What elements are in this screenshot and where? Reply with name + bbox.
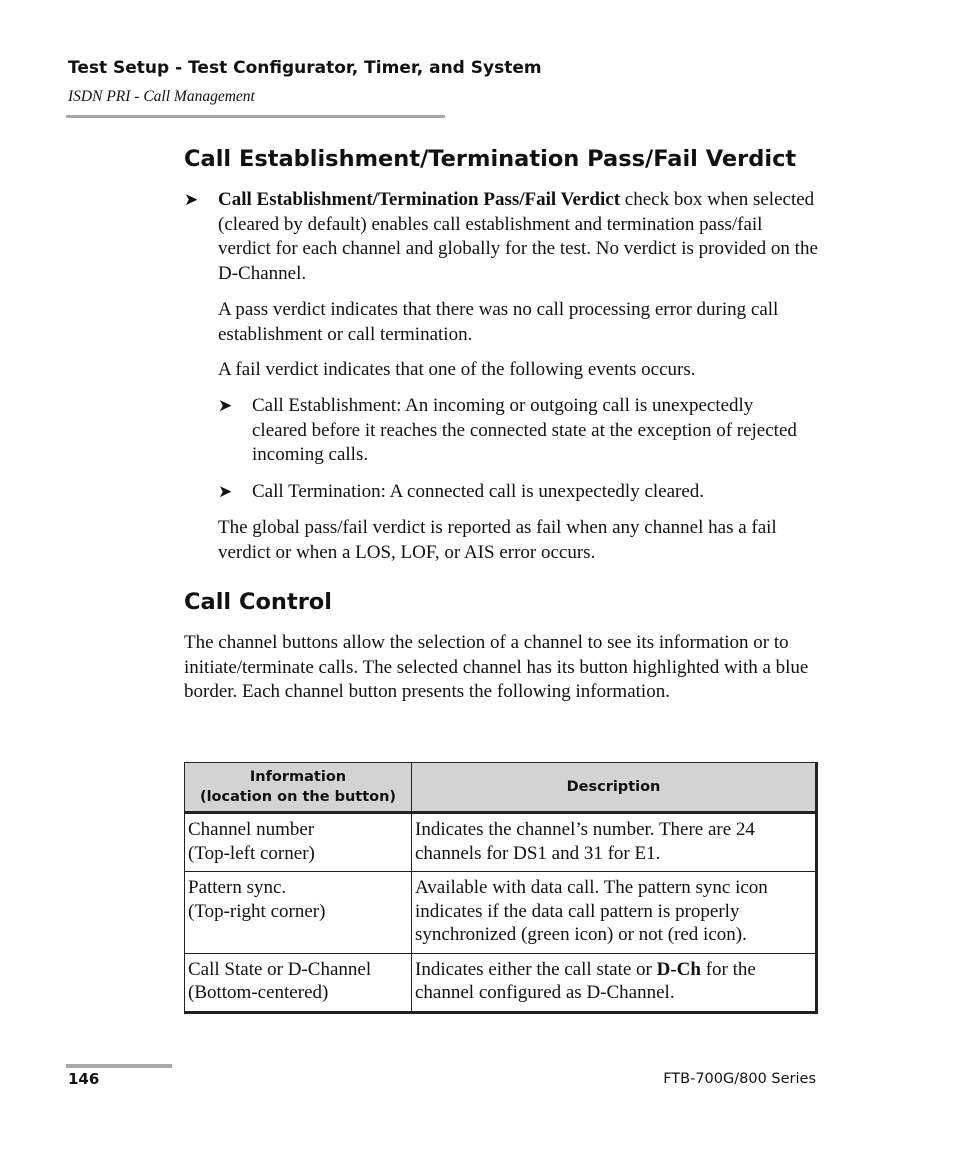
table-cell-information: Pattern sync. (Top-right corner)	[185, 872, 412, 954]
verdict-bullet-paragraph	[218, 188, 818, 286]
fail-verdict-paragraph: A fail verdict indicates that one of the following events occurs.	[218, 359, 696, 380]
table-cell-description: Available with data call. The pattern sync icon indicates if the data call pattern is properly synchronized (green icon) or not (red icon).	[412, 872, 817, 954]
table-cell-information: Call State or D-Channel (Bottom-centered)	[185, 953, 412, 1012]
header-rule	[66, 115, 445, 118]
table-row	[185, 813, 817, 872]
bullet-arrow-icon: ➤	[184, 190, 199, 209]
bullet-arrow-icon: ➤	[218, 396, 233, 415]
table-row	[185, 953, 817, 1012]
running-header-subtitle: ISDN PRI - Call Management	[68, 88, 255, 105]
table-header-row	[185, 763, 817, 813]
table-cell-information: Channel number (Top-left corner)	[185, 813, 412, 872]
footer-rule	[66, 1064, 172, 1068]
product-series: FTB-700G/800 Series	[663, 1071, 816, 1087]
page-number: 146	[68, 1070, 100, 1088]
call-termination-bullet: Call Termination: A connected call is unexpectedly cleared.	[252, 481, 705, 502]
call-control-intro: The channel buttons allow the selection of a channel to see its information or to initiate/terminate calls. The selected channel has its button highlighted with a blue border. Each channel button presents the following information.	[184, 632, 809, 703]
verdict-bullet-bold: Call Establishment/Termination Pass/Fail Verdict	[218, 189, 621, 210]
call-control-heading: Call Control	[184, 589, 332, 615]
verdict-section-heading: Call Establishment/Termination Pass/Fail Verdict	[184, 146, 797, 172]
channel-button-info-table	[184, 762, 818, 1014]
table-row	[185, 872, 817, 954]
call-establishment-bullet: Call Establishment: An incoming or outgoing call is unexpectedly cleared before it reaches the connected state at the exception of rejected incoming calls.	[252, 395, 797, 466]
pass-verdict-paragraph: A pass verdict indicates that there was no call processing error during call establishment or call termination.	[218, 299, 779, 345]
table-header-description: Description	[412, 763, 817, 813]
table-cell-description: Indicates either the call state or D-Ch for the channel configured as D-Channel.	[412, 953, 817, 1012]
table-cell-description: Indicates the channel’s number. There are 24 channels for DS1 and 31 for E1.	[412, 813, 817, 872]
table-header-information: Information (location on the button)	[185, 763, 412, 813]
bullet-arrow-icon: ➤	[218, 482, 233, 501]
global-verdict-paragraph: The global pass/fail verdict is reported as fail when any channel has a fail verdict or when a LOS, LOF, or AIS error occurs.	[218, 517, 777, 563]
verdict-bullet-text: check box when selected (cleared by default) enables call establishment and termination pass/fail verdict for each channel and globally for the test. No verdict is provided on the D-Channel.	[218, 189, 818, 284]
running-header-title: Test Setup - Test Configurator, Timer, and System	[68, 58, 542, 78]
